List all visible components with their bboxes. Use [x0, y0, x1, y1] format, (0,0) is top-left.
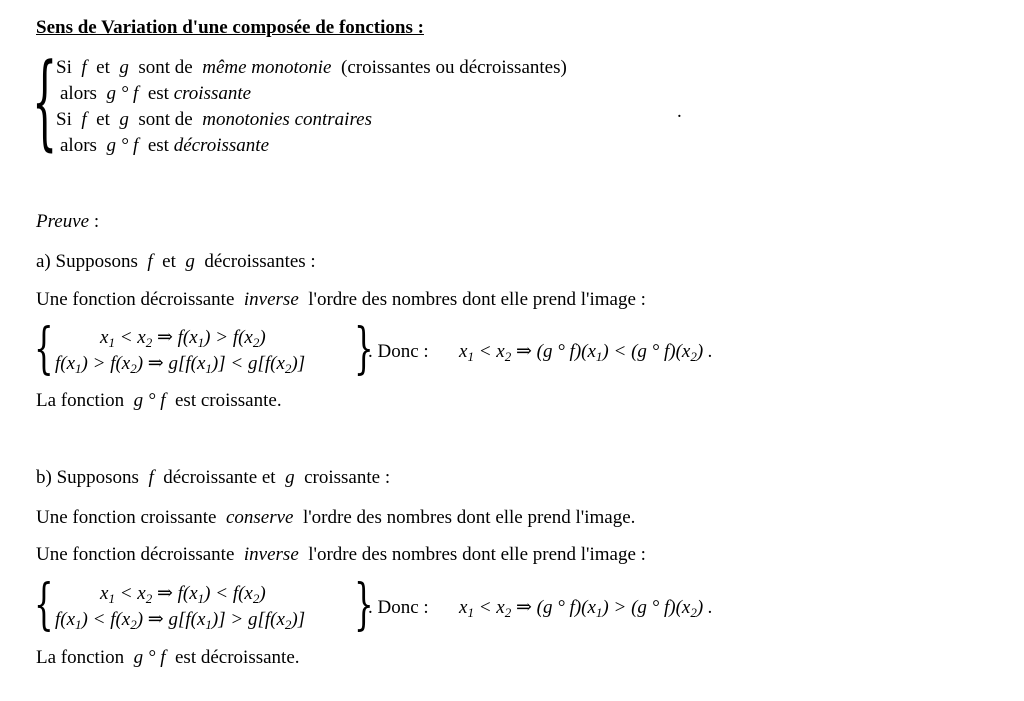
- f-symbol: f: [81, 57, 87, 78]
- system-line-2: $f(x_1) < f(x_2)$ ⇒ $g[f(x_1)] > g[f(x_2)]$: [55, 609, 306, 632]
- f-symbol: f: [147, 251, 153, 272]
- part-b-result: [36, 648, 300, 667]
- part-b-sentence-2: [36, 545, 646, 564]
- composition: g ° f: [106, 135, 139, 156]
- text: Une fonction croissante: [36, 507, 217, 528]
- g-symbol: g: [185, 251, 195, 272]
- conclusion: $x_1 < x_2$ ⇒ (g ° $f)(x_1) < (g$ ° $f)(x_2)$ .: [459, 341, 713, 364]
- text: La fonction: [36, 390, 125, 411]
- conclusion: $x_1 < x_2$ ⇒ (g ° $f)(x_1) > (g$ ° $f)(x_2)$ .: [459, 597, 713, 620]
- text: alors: [60, 83, 97, 104]
- emphasis: même monotonie: [202, 57, 332, 78]
- part-b-intro: [36, 468, 390, 487]
- text: Une fonction décroissante: [36, 544, 235, 565]
- part-a-result: [36, 391, 282, 410]
- emphasis: décroissante: [173, 135, 270, 156]
- composition: g ° f: [133, 647, 166, 668]
- parenthetical: (croissantes ou décroissantes): [341, 57, 567, 78]
- text: b) Supposons: [36, 467, 139, 488]
- text: est: [147, 83, 169, 104]
- emphasis: croissante: [173, 83, 252, 104]
- text: est croissante.: [175, 390, 282, 411]
- part-a-intro: [36, 252, 316, 271]
- left-brace: {: [32, 42, 58, 163]
- emphasis: inverse: [243, 289, 299, 310]
- donc-label: . Donc :: [368, 341, 429, 362]
- text: Une fonction décroissante: [36, 289, 235, 310]
- composition: g ° f: [133, 390, 166, 411]
- theorem-line-3: [56, 110, 372, 129]
- text: sont de: [138, 109, 193, 130]
- f-symbol: f: [81, 109, 87, 130]
- donc-label: . Donc :: [368, 597, 429, 618]
- text: est: [147, 135, 169, 156]
- right-brace: }: [354, 317, 374, 381]
- part-a-sentence: [36, 290, 646, 309]
- text: a) Supposons: [36, 251, 138, 272]
- system-line-2: $f(x_1) > f(x_2)$ ⇒ $g[f(x_1)] < g[f(x_2)]$: [55, 353, 306, 376]
- theorem-line-4: [60, 136, 269, 155]
- left-brace: {: [34, 317, 54, 381]
- text: est décroissante.: [175, 647, 300, 668]
- text: Si: [56, 57, 72, 78]
- text: croissante :: [304, 467, 391, 488]
- text: sont de: [138, 57, 193, 78]
- text: l'ordre des nombres dont elle prend l'image :: [308, 544, 646, 565]
- system-line-1: $x_1 < x_2$ ⇒ $f(x_1) < f(x_2)$: [100, 583, 266, 606]
- system-line-1: $x_1 < x_2$ ⇒ $f(x_1) > f(x_2)$: [100, 327, 266, 350]
- f-symbol: f: [148, 467, 154, 488]
- composition: g ° f: [106, 83, 139, 104]
- emphasis: monotonies contraires: [202, 109, 372, 130]
- text: et: [96, 57, 110, 78]
- text: décroissante et: [163, 467, 276, 488]
- text: l'ordre des nombres dont elle prend l'image.: [302, 507, 636, 528]
- text: décroissantes :: [204, 251, 316, 272]
- right-brace: }: [354, 573, 374, 637]
- proof-label: Preuve: [36, 211, 90, 232]
- stray-dot: .: [677, 101, 682, 122]
- theorem-line-2: [60, 84, 251, 103]
- text: et: [162, 251, 176, 272]
- text: Si: [56, 109, 72, 130]
- text: et: [96, 109, 110, 130]
- theorem-line-1: [56, 58, 567, 77]
- page-title: Sens de Variation d'une composée de fonctions :: [36, 17, 424, 38]
- text: alors: [60, 135, 97, 156]
- emphasis: conserve: [225, 507, 294, 528]
- text: La fonction: [36, 647, 125, 668]
- left-brace: {: [34, 573, 54, 637]
- g-symbol: g: [285, 467, 295, 488]
- g-symbol: g: [119, 109, 129, 130]
- proof-colon: :: [89, 211, 100, 232]
- emphasis: inverse: [243, 544, 299, 565]
- part-b-sentence-1: [36, 508, 635, 527]
- g-symbol: g: [119, 57, 129, 78]
- text: l'ordre des nombres dont elle prend l'image :: [308, 289, 646, 310]
- proof-heading: [36, 212, 99, 231]
